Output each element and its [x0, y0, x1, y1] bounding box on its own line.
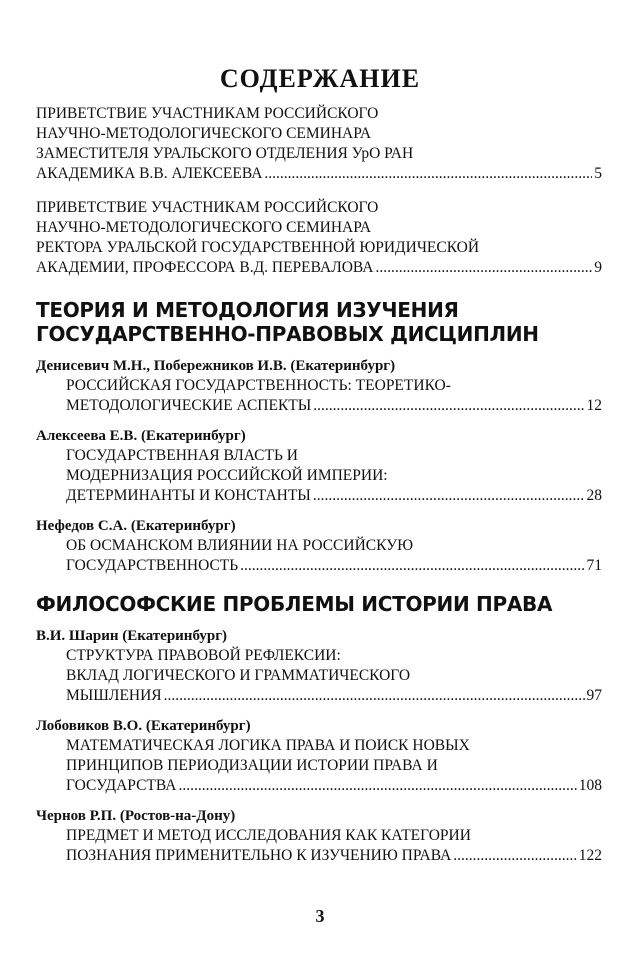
entry-author: Денисевич М.Н., Побережников И.В. (Екатеринбург) [36, 358, 396, 374]
entry-title-line: ОБ ОСМАНСКОМ ВЛИЯНИИ НА РОССИЙСКУЮ [66, 537, 414, 554]
section-title-line: ФИЛОСОФСКИЕ ПРОБЛЕМЫ ИСТОРИИ ПРАВА [36, 592, 553, 616]
dot-leader [453, 846, 576, 866]
table-of-contents [36, 104, 602, 866]
dot-leader [164, 686, 585, 706]
toc-entry[interactable] [36, 626, 602, 706]
entry-page-number: 122 [578, 847, 602, 864]
entry-title-line: ПОЗНАНИЯ ПРИМЕНИТЕЛЬНО К ИЗУЧЕНИЮ ПРАВА [66, 847, 452, 864]
section-title [36, 592, 602, 616]
section-title [36, 298, 602, 346]
entry-title-line: ГОСУДАРСТВЕННОСТЬ [66, 557, 239, 574]
dot-leader [375, 258, 592, 278]
page-number: 3 [315, 906, 325, 926]
entry-title-line: ПРЕДМЕТ И МЕТОД ИССЛЕДОВАНИЯ КАК КАТЕГОРИИ [66, 827, 471, 844]
entry-title-line: ДЕТЕРМИНАНТЫ И КОНСТАНТЫ [66, 487, 311, 504]
entry-title-line: ПРИВЕТСТВИЕ УЧАСТНИКАМ РОССИЙСКОГО [36, 105, 379, 122]
entry-title-line: РОССИЙСКАЯ ГОСУДАРСТВЕННОСТЬ: ТЕОРЕТИКО- [66, 377, 451, 394]
entry-title-line: МАТЕМАТИЧЕСКАЯ ЛОГИКА ПРАВА И ПОИСК НОВЫХ [66, 737, 470, 754]
entry-title-line: ЗАМЕСТИТЕЛЯ УРАЛЬСКОГО ОТДЕЛЕНИЯ УрО РАН [36, 145, 414, 162]
toc-entry-greeting-2[interactable] [36, 198, 602, 278]
entry-page-number: 9 [594, 259, 602, 276]
entry-title-line: СТРУКТУРА ПРАВОВОЙ РЕФЛЕКСИИ: [66, 647, 341, 664]
entry-title-line: МЕТОДОЛОГИЧЕСКИЕ АСПЕКТЫ [66, 397, 312, 414]
entry-page-number: 97 [586, 687, 602, 704]
entry-page-number: 12 [586, 397, 602, 414]
section-philosophy [36, 592, 602, 866]
entry-author: Алексеева Е.В. (Екатеринбург) [36, 428, 246, 444]
entry-title-line: ГОСУДАРСТВЕННАЯ ВЛАСТЬ И [66, 447, 298, 464]
toc-entry-greeting-1[interactable] [36, 104, 602, 184]
entry-title-line: МОДЕРНИЗАЦИЯ РОССИЙСКОЙ ИМПЕРИИ: [66, 467, 388, 484]
entry-title-line: РЕКТОРА УРАЛЬСКОЙ ГОСУДАРСТВЕННОЙ ЮРИДИЧЕСКОЙ [36, 239, 480, 256]
toc-entry[interactable] [36, 806, 602, 866]
toc-entry[interactable] [36, 426, 602, 506]
entry-title-line: ГОСУДАРСТВА [66, 777, 177, 794]
entry-title-line: НАУЧНО-МЕТОДОЛОГИЧЕСКОГО СЕМИНАРА [36, 125, 372, 142]
entry-title-line: НАУЧНО-МЕТОДОЛОГИЧЕСКОГО СЕМИНАРА [36, 219, 372, 236]
entry-page-number: 28 [586, 487, 602, 504]
entry-page-number: 71 [586, 557, 602, 574]
entry-title-line: ПРИВЕТСТВИЕ УЧАСТНИКАМ РОССИЙСКОГО [36, 199, 379, 216]
entry-author: В.И. Шарин (Екатеринбург) [36, 628, 228, 644]
dot-leader [313, 396, 584, 416]
toc-entry[interactable] [36, 356, 602, 416]
dot-leader [240, 556, 584, 576]
entry-page-number: 5 [594, 165, 602, 182]
toc-entry[interactable] [36, 716, 602, 796]
entry-page-number: 108 [578, 777, 602, 794]
entry-author: Чернов Р.П. (Ростов-на-Дону) [36, 808, 236, 824]
entry-title-line: МЫШЛЕНИЯ [66, 687, 162, 704]
section-title-line: ТЕОРИЯ И МЕТОДОЛОГИЯ ИЗУЧЕНИЯ [36, 298, 459, 322]
entry-author: Лобовиков В.О. (Екатеринбург) [36, 718, 251, 734]
entry-author: Нефедов С.А. (Екатеринбург) [36, 518, 236, 534]
entry-title-line: ВКЛАД ЛОГИЧЕСКОГО И ГРАММАТИЧЕСКОГО [66, 667, 411, 684]
section-title-line: ГОСУДАРСТВЕННО-ПРАВОВЫХ ДИСЦИПЛИН [36, 322, 539, 346]
entry-title-line: ПРИНЦИПОВ ПЕРИОДИЗАЦИИ ИСТОРИИ ПРАВА И [66, 757, 438, 774]
dot-leader [313, 486, 585, 506]
dot-leader [264, 164, 592, 184]
entry-title-line: АКАДЕМИИ, ПРОФЕССОРА В.Д. ПЕРЕВАЛОВА [36, 259, 374, 276]
toc-entry[interactable] [36, 516, 602, 576]
dot-leader [178, 776, 576, 796]
page-title: СОДЕРЖАНИЕ [219, 64, 421, 93]
entry-title-line: АКАДЕМИКА В.В. АЛЕКСЕЕВА [36, 165, 263, 182]
section-theory [36, 298, 602, 576]
